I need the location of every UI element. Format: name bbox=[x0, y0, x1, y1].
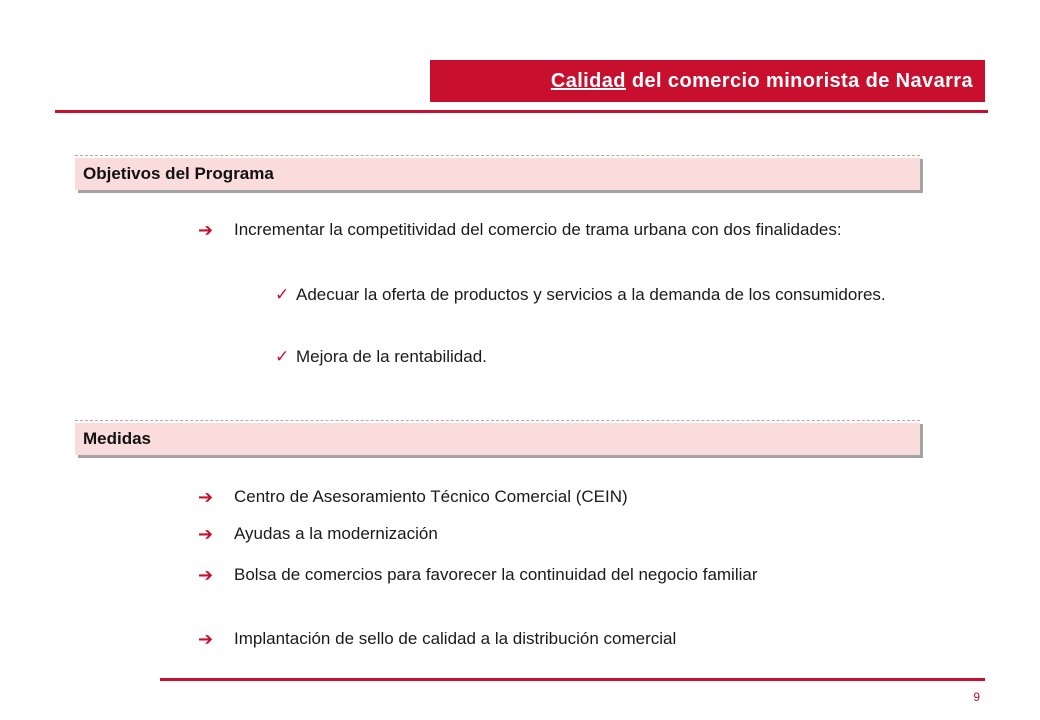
section-heading-medidas: Medidas bbox=[75, 421, 920, 455]
bullet-text: Centro de Asesoramiento Técnico Comercial (CEIN) bbox=[234, 487, 628, 506]
sub-bullet-text: Adecuar la oferta de productos y servicios a la demanda de los consumidores. bbox=[296, 285, 886, 304]
sub-bullet-adecuar bbox=[296, 283, 890, 307]
sub-bullet-text: Mejora de la rentabilidad. bbox=[296, 347, 487, 366]
title-highlight: Calidad bbox=[550, 69, 626, 92]
bottom-divider bbox=[160, 678, 985, 681]
bullet-text: Ayudas a la modernización bbox=[234, 524, 438, 543]
arrow-right-icon: ➔ bbox=[198, 487, 214, 507]
arrow-right-icon: ➔ bbox=[198, 629, 214, 649]
arrow-right-icon: ➔ bbox=[198, 565, 214, 585]
bullet-text: Implantación de sello de calidad a la distribución comercial bbox=[234, 629, 677, 648]
checkmark-icon: ✓ bbox=[275, 347, 290, 366]
bullet-text: Bolsa de comercios para favorecer la continuidad del negocio familiar bbox=[234, 565, 758, 584]
arrow-right-icon: ➔ bbox=[198, 524, 214, 544]
arrow-right-icon: ➔ bbox=[198, 220, 214, 240]
slide-title bbox=[430, 60, 985, 102]
bullet-ayudas bbox=[234, 522, 894, 546]
bullet-text: Incrementar la competitividad del comercio de trama urbana con dos finalidades: bbox=[234, 220, 842, 239]
bullet-bolsa bbox=[234, 563, 834, 587]
bullet-objetivo bbox=[234, 218, 894, 242]
section-heading-objetivos: Objetivos del Programa bbox=[75, 156, 920, 190]
top-divider bbox=[55, 110, 988, 113]
checkmark-icon: ✓ bbox=[275, 285, 290, 304]
bullet-sello bbox=[234, 627, 914, 651]
bullet-cein bbox=[234, 485, 894, 509]
page-number: 9 bbox=[973, 690, 980, 704]
sub-bullet-rentabilidad bbox=[296, 345, 890, 369]
title-rest: del comercio minorista de Navarra bbox=[631, 69, 973, 92]
